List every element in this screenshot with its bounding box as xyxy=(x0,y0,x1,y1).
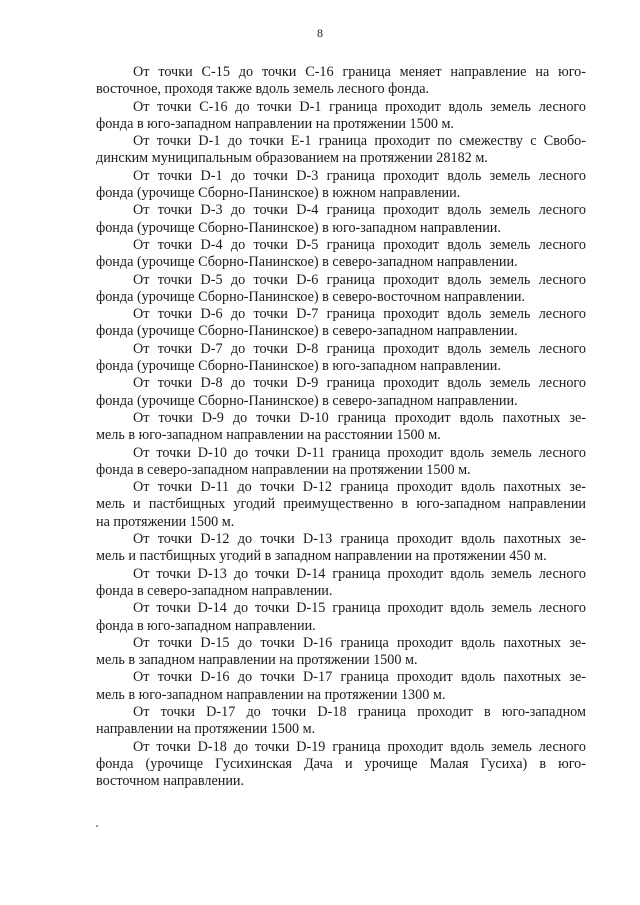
text-line: фонда (урочище Сборно-Панинское) в юго-западном направлении. xyxy=(96,358,501,375)
paragraph xyxy=(96,99,586,134)
text-line: От точки D-7 до точки D-8 граница проходит вдоль земель лесного xyxy=(133,340,586,357)
paragraph xyxy=(96,635,586,670)
paragraph xyxy=(96,202,586,237)
text-line: восточное, проходя также вдоль земель лесного фонда. xyxy=(96,81,430,98)
text-line: мель в западном направлении на протяжении 1500 м. xyxy=(96,652,418,669)
text-line: мель и пастбищных угодий в западном направлении на протяжении 450 м. xyxy=(96,548,547,565)
text-line: От точки D-8 до точки D-9 граница проходит вдоль земель лесного xyxy=(133,375,586,392)
page-number: 8 xyxy=(317,26,323,40)
text-line: От точки D-15 до точки D-16 граница проходит вдоль пахотных зе- xyxy=(133,634,586,651)
text-line: мель в юго-западном направлении на протяжении 1300 м. xyxy=(96,686,446,703)
paragraph xyxy=(96,133,586,168)
text-line: направлении на протяжении 1500 м. xyxy=(96,721,316,738)
text-line: фонда (урочище Сборно-Панинское) в юго-западном направлении. xyxy=(96,219,501,236)
text-line: От точки D-1 до точки D-3 граница проходит вдоль земель лесного xyxy=(133,167,586,184)
paragraph xyxy=(96,272,586,307)
text-line: От точки D-13 до точки D-14 граница проходит вдоль земель лесного xyxy=(133,565,586,582)
paragraph xyxy=(96,64,586,99)
paragraph xyxy=(96,445,586,480)
text-line: От точки D-5 до точки D-6 граница проходит вдоль земель лесного xyxy=(133,271,586,288)
paragraph xyxy=(96,375,586,410)
paragraph xyxy=(96,479,586,531)
text-line: фонда (урочище Гусихинская Дача и урочище Малая Гусиха) в юго- xyxy=(96,755,586,772)
text-line: От точки D-4 до точки D-5 граница проходит вдоль земель лесного xyxy=(133,236,586,253)
paragraph xyxy=(96,600,586,635)
paragraph xyxy=(96,306,586,341)
paragraph xyxy=(96,669,586,704)
text-line: фонда в юго-западном направлении. xyxy=(96,617,316,634)
text-line: фонда (урочище Сборно-Панинское) в южном направлении. xyxy=(96,185,461,202)
text-line: фонда (урочище Сборно-Панинское) в северо-западном направлении. xyxy=(96,254,518,271)
text-line: мель и пастбищных угодий преимущественно в юго-западном направлении xyxy=(96,496,586,513)
paragraph xyxy=(96,704,586,739)
paragraph xyxy=(96,341,586,376)
text-line: фонда (урочище Сборно-Панинское) в северо-восточном направлении. xyxy=(96,288,526,305)
text-line: От точки D-3 до точки D-4 граница проходит вдоль земель лесного xyxy=(133,202,586,219)
text-line: на протяжении 1500 м. xyxy=(96,513,235,530)
text-line: От точки D-10 до точки D-11 граница проходит вдоль земель лесного xyxy=(133,444,586,461)
text-line: От точки D-18 до точки D-19 граница проходит вдоль земель лесного xyxy=(133,738,586,755)
text-line: фонда в северо-западном направлении. xyxy=(96,582,333,599)
text-line: динским муниципальным образованием на протяжении 28182 м. xyxy=(96,150,488,167)
text-line: От точки C-16 до точки D-1 граница проходит вдоль земель лесного xyxy=(133,98,586,115)
document-body xyxy=(96,64,586,790)
text-line: фонда (урочище Сборно-Панинское) в северо-западном направлении. xyxy=(96,392,518,409)
text-line: От точки D-12 до точки D-13 граница проходит вдоль пахотных зе- xyxy=(133,531,586,548)
paragraph xyxy=(96,739,586,791)
text-line: восточном направлении. xyxy=(96,773,245,790)
paragraph xyxy=(96,410,586,445)
paragraph xyxy=(96,531,586,566)
text-line: От точки D-1 до точки E-1 граница проходит по смежеству с Свобо- xyxy=(133,133,586,150)
text-line: От точки D-16 до точки D-17 граница проходит вдоль пахотных зе- xyxy=(133,669,586,686)
text-line: фонда (урочище Сборно-Панинское) в северо-западном направлении. xyxy=(96,323,518,340)
text-line: От точки D-14 до точки D-15 граница проходит вдоль земель лесного xyxy=(133,600,586,617)
scan-speck xyxy=(96,825,98,827)
paragraph xyxy=(96,237,586,272)
text-line: мель в юго-западном направлении на расстоянии 1500 м. xyxy=(96,427,441,444)
text-line: фонда в юго-западном направлении на протяжении 1500 м. xyxy=(96,115,454,132)
text-line: От точки C-15 до точки C-16 граница меняет направление на юго- xyxy=(133,64,586,80)
text-line: От точки D-6 до точки D-7 граница проходит вдоль земель лесного xyxy=(133,306,586,323)
paragraph xyxy=(96,566,586,601)
paragraph xyxy=(96,168,586,203)
text-line: От точки D-11 до точки D-12 граница проходит вдоль пахотных зе- xyxy=(133,479,586,496)
text-line: От точки D-17 до точки D-18 граница проходит в юго-западном xyxy=(133,703,586,720)
text-line: От точки D-9 до точки D-10 граница проходит вдоль пахотных зе- xyxy=(133,409,586,426)
text-line: фонда в северо-западном направлении на протяжении 1500 м. xyxy=(96,461,471,478)
